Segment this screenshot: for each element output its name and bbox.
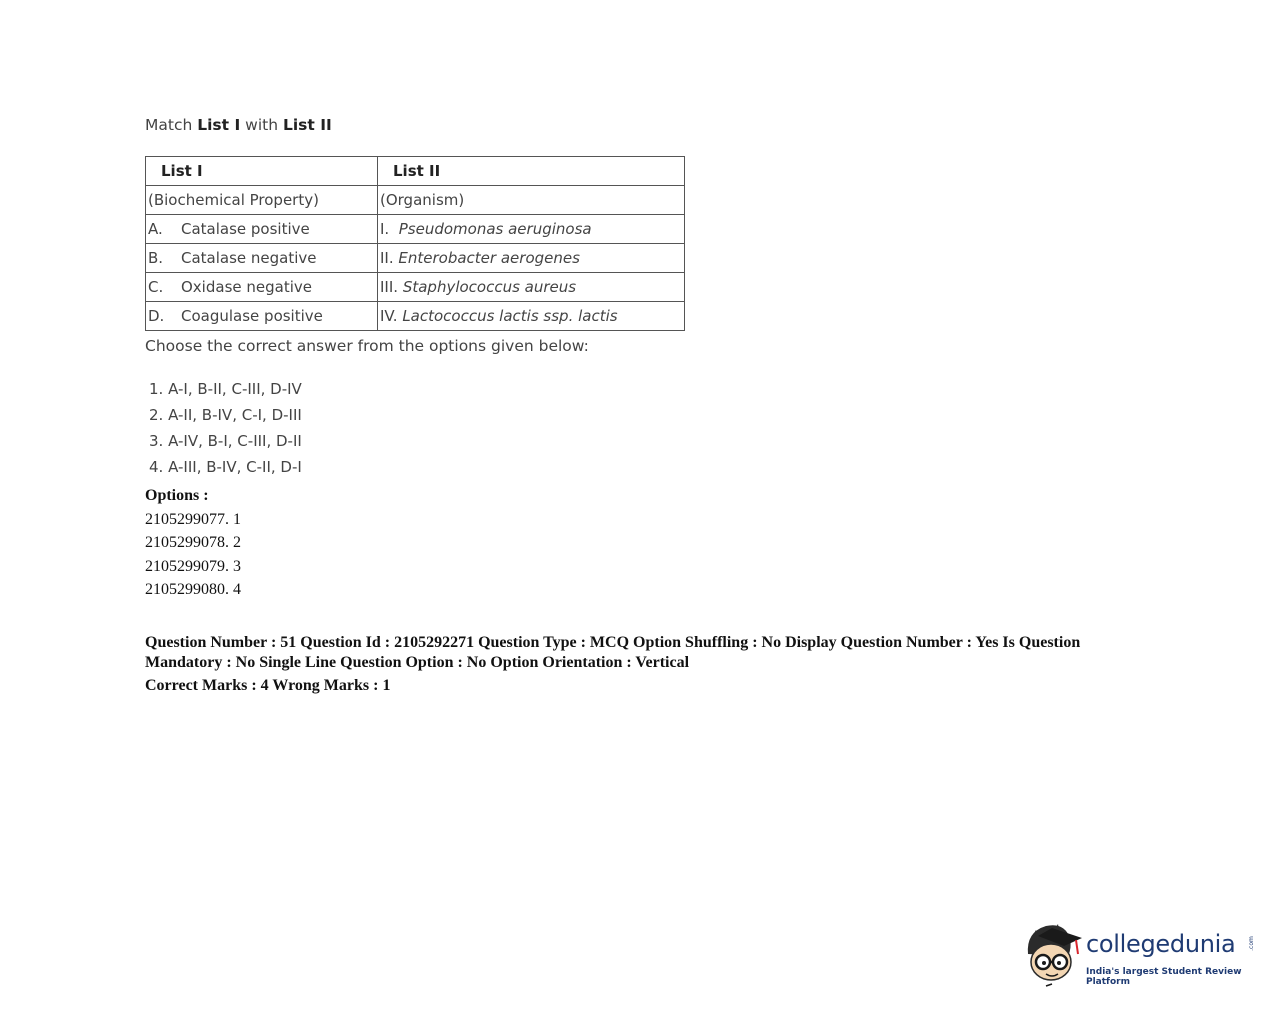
match-table: [145, 156, 685, 331]
question-marks: Correct Marks : 4 Wrong Marks : 1: [145, 677, 391, 694]
list-ii-header: List II: [378, 157, 685, 186]
option-id-1: 2105299077. 1: [145, 510, 241, 528]
question-meta: [145, 633, 1105, 696]
list-ii-cell: IV. Lactococcus lactis ssp. lactis: [378, 302, 685, 331]
list-ii-cell: III. Staphylococcus aureus: [378, 273, 685, 302]
option-id-4: 2105299080. 4: [145, 581, 241, 599]
list-i-cell: D. Coagulase positive: [146, 302, 378, 331]
brand-name: collegedunia: [1086, 930, 1236, 958]
brand-logo: [1024, 918, 1264, 990]
list-ii-cell: I. Pseudomonas aeruginosa: [378, 215, 685, 244]
answer-choices: [149, 380, 302, 484]
brand-domain-suffix: .com: [1247, 936, 1255, 951]
mascot-icon: [1024, 918, 1086, 990]
list-i-cell: A. Catalase positive: [146, 215, 378, 244]
answer-choice-1: 1. A-I, B-II, C-III, D-IV: [149, 380, 302, 398]
table-header-row: [146, 157, 685, 186]
brand-tagline: India's largest Student Review Platform: [1086, 967, 1242, 987]
option-id-2: 2105299078. 2: [145, 534, 241, 552]
options-heading: Options :: [145, 487, 209, 504]
table-row: [146, 244, 685, 273]
table-row: [146, 215, 685, 244]
list-ii-cell: II. Enterobacter aerogenes: [378, 244, 685, 273]
list-i-subheader: (Biochemical Property): [146, 186, 378, 215]
table-subheader-row: [146, 186, 685, 215]
list-i-cell: C. Oxidase negative: [146, 273, 378, 302]
choose-instruction: Choose the correct answer from the options given below:: [145, 337, 589, 355]
table-row: [146, 273, 685, 302]
answer-choice-2: 2. A-II, B-IV, C-I, D-III: [149, 406, 302, 424]
list-i-header: List I: [146, 157, 378, 186]
options-block: [145, 484, 241, 602]
list-i-cell: B. Catalase negative: [146, 244, 378, 273]
answer-choice-3: 3. A-IV, B-I, C-III, D-II: [149, 432, 302, 450]
question-meta-details: Question Number : 51 Question Id : 2105292271 Question Type : MCQ Option Shuffling : No Display Question Number : Yes Is Question Mandatory : No Single Line Question Option : No Option Orientation : Vertical: [145, 634, 1081, 671]
answer-choice-4: 4. A-III, B-IV, C-II, D-I: [149, 458, 302, 476]
option-id-3: 2105299079. 3: [145, 557, 241, 575]
list-ii-subheader: (Organism): [378, 186, 685, 215]
table-row: [146, 302, 685, 331]
question-intro: Match List I with List II: [145, 116, 332, 134]
